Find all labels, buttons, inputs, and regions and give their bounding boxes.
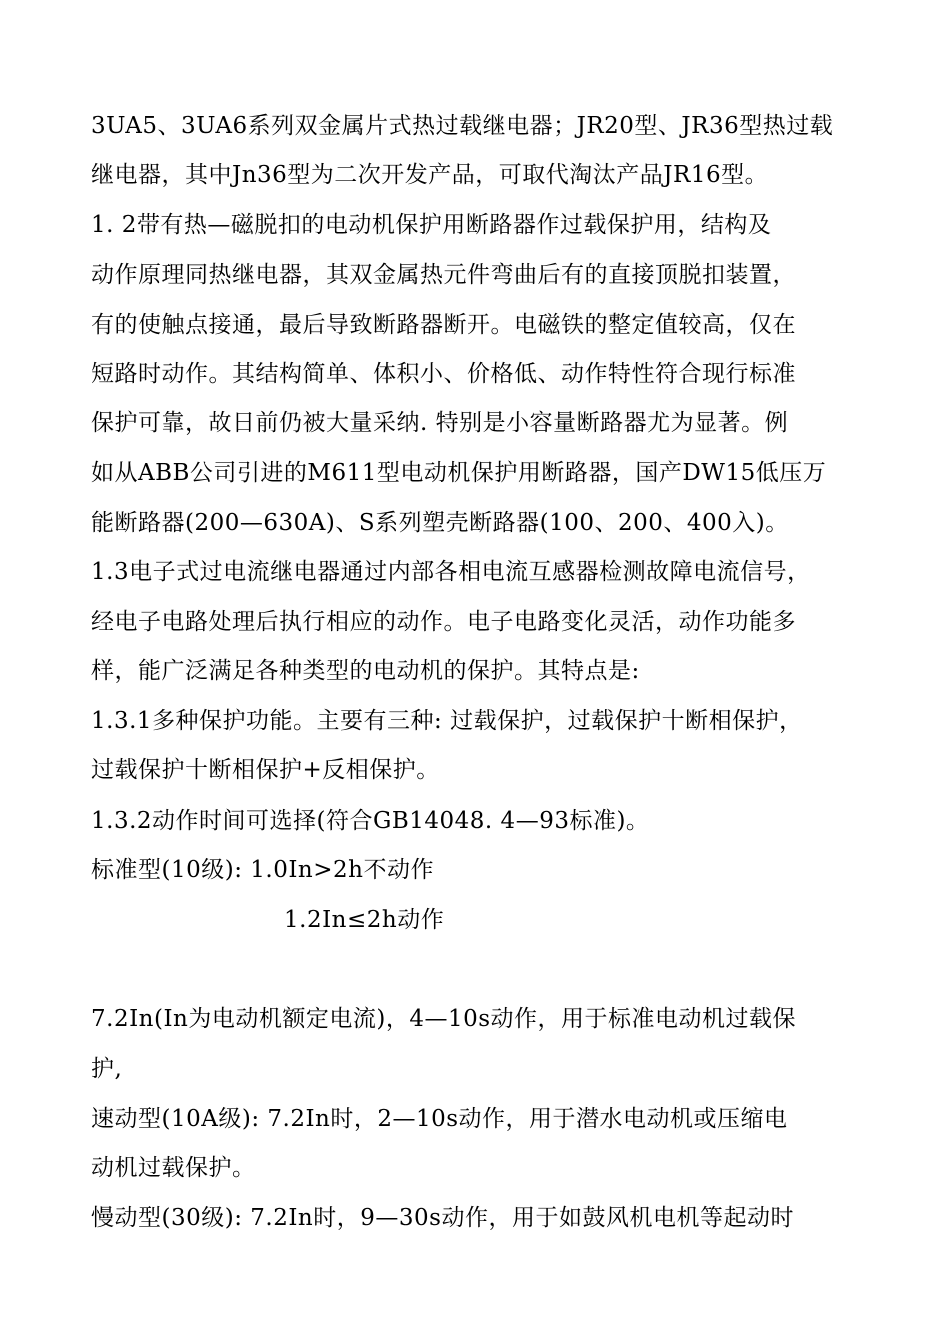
text-line-19: 护, bbox=[91, 1056, 123, 1082]
text-line-10: 1.3电子式过电流继电器通过内部各相电流互感器检测故障电流信号， bbox=[91, 559, 811, 585]
text-line-13: 1.3.1多种保护功能。主要有三种: 过载保护，过载保护十断相保护， bbox=[91, 708, 803, 734]
text-line-3: 1. 2带有热—磁脱扣的电动机保护用断路器作过载保护用，结构及 bbox=[91, 212, 772, 238]
text-line-8: 如从ABB公司引进的M611型电动机保护用断路器，国产DW15低压万 bbox=[91, 460, 827, 486]
text-line-12: 样，能广泛满足各种类型的电动机的保护。其特点是: bbox=[91, 658, 640, 684]
text-line-22: 慢动型(30级): 7.2In时，9—30s动作，用于如鼓风机电机等起动时 bbox=[91, 1205, 794, 1231]
text-line-9: 能断路器(200—630A)、S系列塑壳断路器(100、200、400入)。 bbox=[91, 510, 789, 536]
text-line-17: 1.2In≤2h动作 bbox=[284, 907, 445, 933]
text-line-20: 速动型(10A级): 7.2In时，2—10s动作，用于潜水电动机或压缩电 bbox=[91, 1106, 788, 1132]
text-line-11: 经电子电路处理后执行相应的动作。电子电路变化灵活，动作功能多 bbox=[91, 609, 796, 635]
text-line-2: 继电器，其中Jn36型为二次开发产品，可取代淘汰产品JR16型。 bbox=[91, 162, 769, 188]
text-line-5: 有的使触点接通，最后导致断路器断开。电磁铁的整定值较高，仅在 bbox=[91, 312, 796, 338]
text-line-21: 动机过载保护。 bbox=[91, 1155, 256, 1181]
text-line-7: 保护可靠，故日前仍被大量采纳. 特别是小容量断路器尤为显著。例 bbox=[91, 410, 789, 436]
text-line-1: 3UA5、3UA6系列双金属片式热过载继电器；JR20型、JR36型热过载 bbox=[91, 113, 834, 139]
text-line-4: 动作原理同热继电器，其双金属热元件弯曲后有的直接顶脱扣装置， bbox=[91, 262, 796, 288]
text-line-6: 短路时动作。其结构简单、体积小、价格低、动作特性符合现行标准 bbox=[91, 361, 796, 387]
text-line-15: 1.3.2动作时间可选择(符合GB14048. 4—93标准)。 bbox=[91, 808, 650, 834]
text-line-18: 7.2In(In为电动机额定电流)，4—10s动作，用于标准电动机过载保 bbox=[91, 1006, 797, 1032]
text-line-16: 标准型(10级): 1.0In>2h不动作 bbox=[91, 857, 434, 883]
text-line-14: 过载保护十断相保护+反相保护。 bbox=[91, 757, 440, 783]
